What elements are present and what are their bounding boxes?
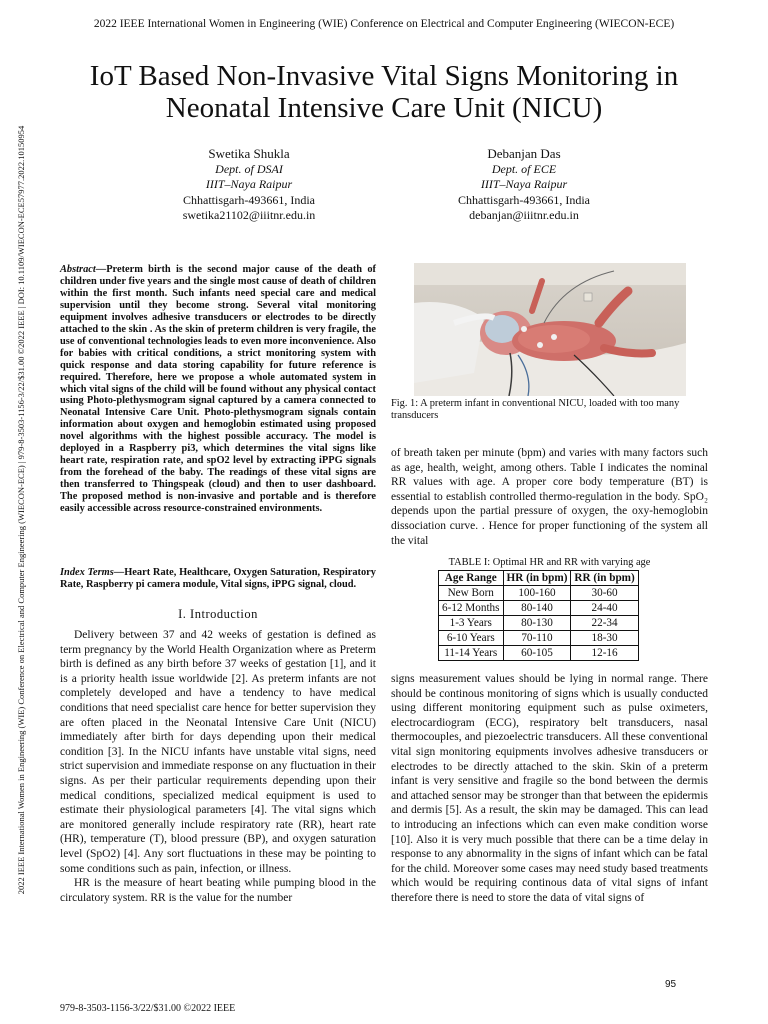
side-doi-strip xyxy=(14,70,28,950)
author-institute: IIIT–Naya Raipur xyxy=(205,177,293,191)
abstract-text: —Preterm birth is the second major cause of the death of children under five years and the single most cause of death of children within the first month. Such infants need special care and medical supervision until they become strong. Several vital monitoring equipment involves adhesive transducers or electrodes to be directly attached to the skin . As the skin of preterm children is very fragile, the use of conventional technologies leads to even more inconvenience. Also for babies with critical conditions, a strict monitoring system with quick response and data storing capability for future reference is required. Therefore, here we propose a whole automated system in which vital signs of the child will be found without any physical contact using Photo-plethysmogram signal captured by a camera connected to Neonatal Intensive Care Unit. Photo-plethysmogram signals contain information about oxygen and hemoglobin estimated using proposed novel algorithms with the highest possible accuracy. The model is deployed in a Raspberry pi3, which determines the vital signs like heart rate, respiration rate, and spO2 level by extracting iPPG signals from the forehead of the baby. The readings of these vital signs are then transferred to Thingspeak (cloud) and then to user dashboard. The proposed method is non-invasive and portable and is therefore easily accessible across resource-constrained environments. xyxy=(60,264,376,515)
index-terms xyxy=(60,567,376,591)
table-cell: 100-160 xyxy=(503,586,571,601)
table-cell: 22-34 xyxy=(571,616,638,631)
table-cell: 30-60 xyxy=(571,586,638,601)
table-cell: 12-16 xyxy=(571,646,638,661)
table-cell: 24-40 xyxy=(571,601,638,616)
vital-signs-table xyxy=(438,570,639,661)
table-row xyxy=(439,646,639,661)
index-terms-text: —Heart Rate, Healthcare, Oxygen Saturation, Respiratory Rate, Raspberry pi camera module, Vital signs, iPPG signal, cloud. xyxy=(60,567,376,590)
table-cell: 70-110 xyxy=(503,631,571,646)
index-terms-label: Index Terms xyxy=(60,567,114,578)
author-block-2 xyxy=(399,146,649,224)
section-heading-introduction: I. Introduction xyxy=(178,607,258,621)
table-header-cell: HR (in bpm) xyxy=(503,571,571,586)
figure-caption: Fig. 1: A preterm infant in conventional NICU, loaded with too many transducers xyxy=(391,398,680,421)
paragraph: HR is the measure of heart beating while pumping blood in the circulatory system. RR is the value for the number xyxy=(60,877,376,904)
table-row xyxy=(439,631,639,646)
copyright-footer: 979-8-3503-1156-3/22/$31.00 ©2022 IEEE xyxy=(60,1003,236,1014)
author-name: Swetika Shukla xyxy=(208,146,290,161)
table-cell: New Born xyxy=(439,586,504,601)
page-number: 95 xyxy=(665,979,677,990)
table-cell: 1-3 Years xyxy=(439,616,504,631)
table-row xyxy=(439,616,639,631)
table-header-cell: Age Range xyxy=(439,571,504,586)
table-header-cell: RR (in bpm) xyxy=(571,571,638,586)
table-cell: 18-30 xyxy=(571,631,638,646)
table-cell: 6-10 Years xyxy=(439,631,504,646)
right-column-text-1 xyxy=(391,446,708,548)
table-cell: 11-14 Years xyxy=(439,646,504,661)
table-caption: TABLE I: Optimal HR and RR with varying age xyxy=(448,557,651,568)
table-cell: 60-105 xyxy=(503,646,571,661)
table-cell: 80-130 xyxy=(503,616,571,631)
table-cell: 6-12 Months xyxy=(439,601,504,616)
side-doi-text: 2022 IEEE International Women in Engineering (WIE) Conference on Electrical and Computer Engineering (WIECON-ECE) | 979-8-3503-1156-3/22/$31.00 ©2022 IEEE | DOI: 10.1109/WIECON-ECE57977.2022.10150954 xyxy=(16,125,26,895)
abstract-label: Abstract xyxy=(60,264,96,275)
author-name: Debanjan Das xyxy=(487,146,561,161)
paragraph: of breath taken per minute (bpm) and varies with many factors such as age, health, weight, among others. Table I indicates the nominal RR values with age. A proper core body temperature (BT) is essential to establish controlled thermo-regulation in the body. SpO₂ depends upon the partial pressure of oxygen, the oxy-hemoglobin dissociation curve. . Hence for proper functioning of the system all the vital xyxy=(391,447,708,547)
table-header-row xyxy=(439,571,639,586)
right-column-text-2 xyxy=(391,672,708,906)
paragraph: Delivery between 37 and 42 weeks of gestation is defined as term pregnancy by the World Health Organization where as Preterm birth is defined as any birth before 37 weeks of gestation [1], and it is a priority health issue worldwide [2]. As preterm infants are not completely developed and have a tendency to have medical conditions that need specialist care hence for better supervision they are often placed in the Neonatal Intensive Care Unit (NICU) immediately after birth for days depending upon their medical condition [3]. In the NICU infants have unstable vital signs, need strict supervision and immediate response on any fluctuation in their signs. As per their particular requirements depending upon their medical conditions, specialized medical equipment is used to estimate their physiological parameters [4]. The vital signs which are monitored generally include respiratory rate (RR), heart rate (HR), temperature (T), blood pressure (BP), and oxygen saturation level (SpO2) [4]. Any sort fluctuations in these may be pointing to some conditions such as pain, infection, or illness. xyxy=(60,629,376,875)
table-row xyxy=(439,601,639,616)
author-location: Chhattisgarh-493661, India xyxy=(183,192,315,207)
paper-title: IoT Based Non-Invasive Vital Signs Monitoring in Neonatal Intensive Care Unit (NICU) xyxy=(89,60,679,124)
paragraph: signs measurement values should be lying in normal range. There should be continous monitoring of signs which is usually conducted using different monitoring equipment such as pulse oximeters, electrocardiogram (ECG), respiratory belt transducers, nasal thermocouples, and piezoelectric transducers. All these conventional vital sign monitoring equipments involves adhesive transducers or electrodes to be directly attached to the skin. Skin of a preterm infant is very sensitive and fragile so the bond between the dermis and attached sensor may be stronger than that between the epidermis and dermis [5]. As a result, the skin may be damaged. This can lead to introducing an infections which can even make condition worse [10]. Also it is very much possible that there can be a time delay in response to any abnormality in the signs of infant which can be fatal for the child. Moreover some cases may need study based treatments which would be requiring continous data of vital signs of infant therefore there is need to store the data of vital signs of xyxy=(391,673,708,904)
author-email: debanjan@iiitnr.edu.in xyxy=(469,208,579,222)
author-institute: IIIT–Naya Raipur xyxy=(480,177,568,191)
figure-preterm-infant-photo xyxy=(414,263,686,396)
conference-header: 2022 IEEE International Women in Engineering (WIE) Conference on Electrical and Computer Engineering (WIECON-ECE) xyxy=(93,18,675,30)
table-cell: 80-140 xyxy=(503,601,571,616)
table-row xyxy=(439,586,639,601)
author-dept: Dept. of DSAI xyxy=(215,161,283,176)
author-dept: Dept. of ECE xyxy=(491,161,557,176)
abstract xyxy=(60,264,376,515)
author-block-1 xyxy=(124,146,374,224)
author-email: swetika21102@iiitnr.edu.in xyxy=(182,208,316,222)
introduction-body xyxy=(60,628,376,905)
author-location: Chhattisgarh-493661, India xyxy=(458,192,590,207)
